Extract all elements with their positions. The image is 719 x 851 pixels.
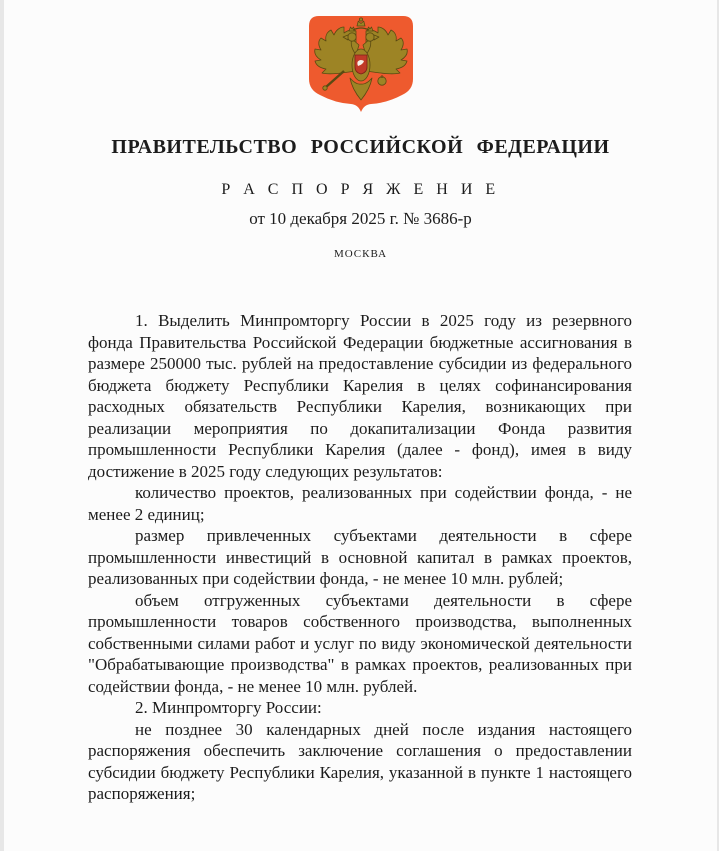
city-label: МОСКВА (333, 248, 388, 260)
issuing-authority-title: ПРАВИТЕЛЬСТВО РОССИЙСКОЙ ФЕДЕРАЦИИ (111, 136, 610, 158)
paragraph-1: 1. Выделить Минпромторгу России в 2025 году из резервного фонда Правительства Российской Федерации бюджетные ассигнования в размере 250000 тыс. рублей на предоставление субсидии из федерального бюджета бюджету Республики Карелия в целях софинансирования расходных обязательств Республики Карелия, возникающих при реализации мероприятия по докапитализации Фонда развития промышленности Республики Карелия (далее - фонд), имея в виду достижение в 2025 году следующих результатов: (88, 311, 632, 481)
russian-coat-of-arms-icon (308, 15, 414, 113)
paragraph-4: объем отгруженных субъектами деятельности в сфере промышленности товаров собственного производства, выполненных собственными силами работ и услуг по виду экономической деятельности "Обрабатывающие производства" в рамках проектов, реализованных при содействии фонда, - не менее 10 млн. рублей. (88, 590, 632, 696)
paragraph-2: количество проектов, реализованных при содействии фонда, - не менее 2 единиц; (88, 483, 632, 524)
paragraph-3: размер привлеченных субъектами деятельности в сфере промышленности инвестиций в основной капитал в рамках проектов, реализованных при содействии фонда, - не менее 10 млн. рублей; (88, 526, 632, 588)
paragraph-5: 2. Минпромторгу России: (135, 698, 322, 717)
document-date-number: от 10 декабря 2025 г. № 3686-р (249, 209, 472, 228)
paragraph-6: не позднее 30 календарных дней после издания настоящего распоряжения обеспечить заключение соглашения о предоставлении субсидии бюджету Республики Карелия, указанной в пункте 1 настоящего распоряжения; (88, 719, 632, 803)
document-body (4, 310, 717, 805)
document-type-title: Р А С П О Р Я Ж Е Н И Е (221, 181, 500, 198)
